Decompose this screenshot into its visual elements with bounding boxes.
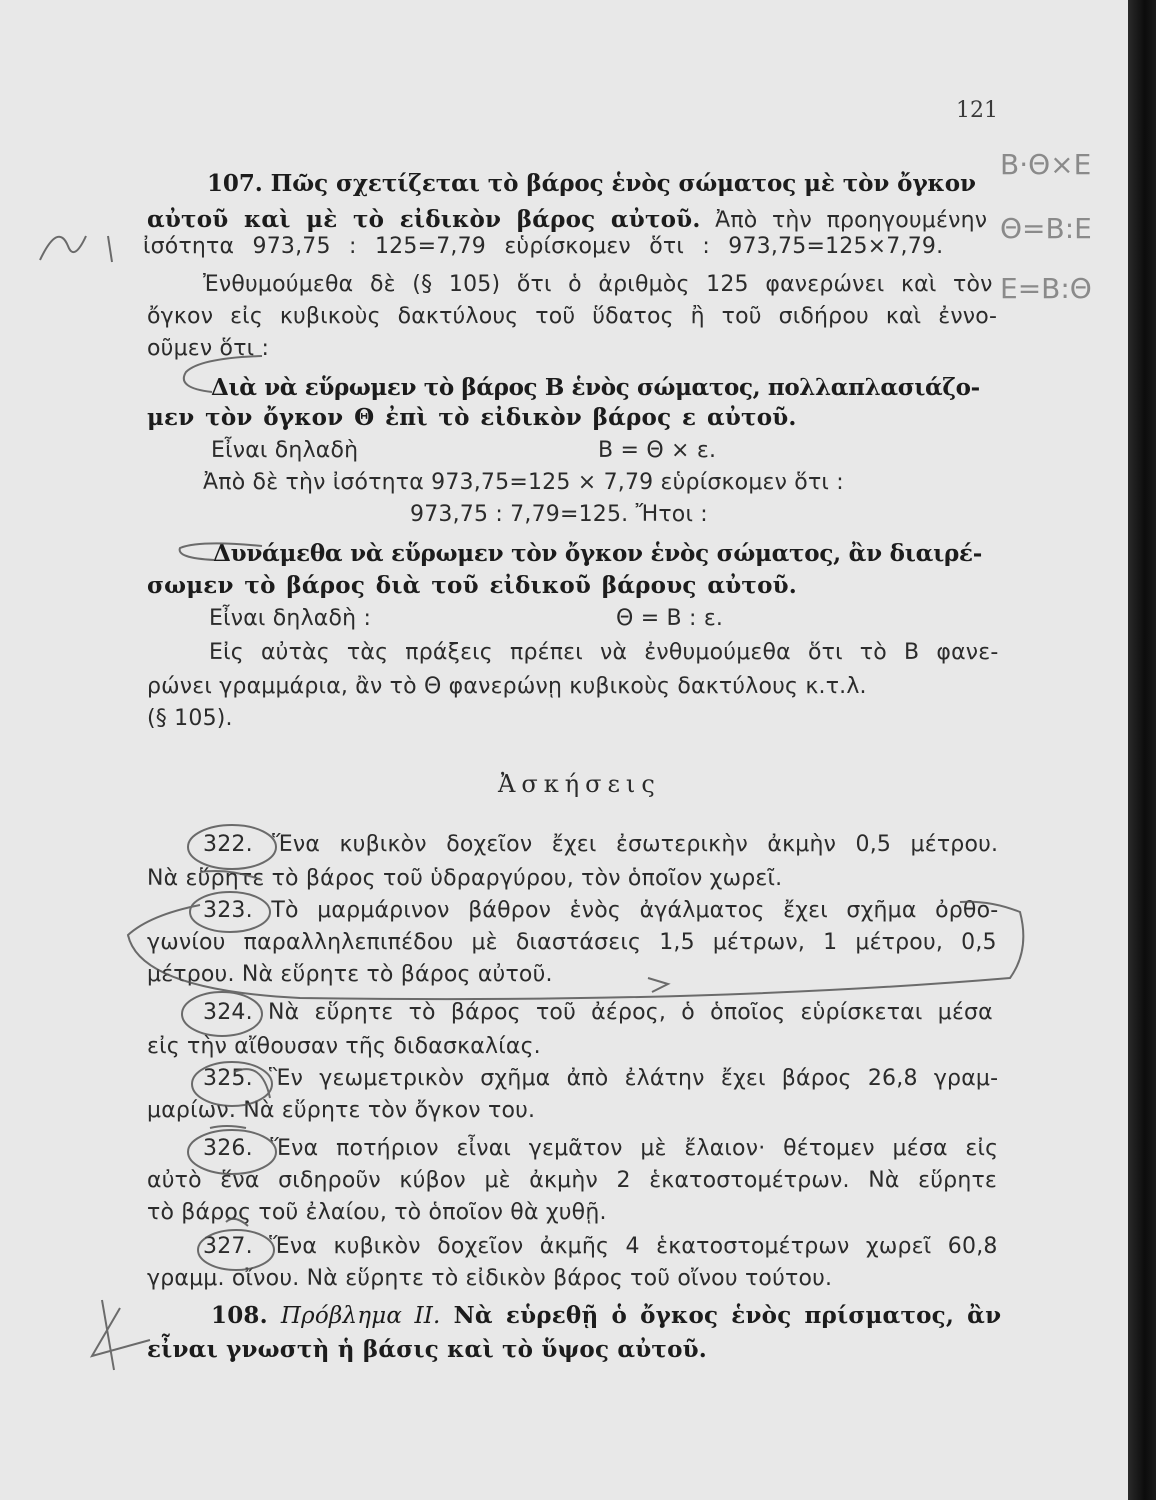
text-line <box>211 438 358 463</box>
text-line <box>616 606 723 631</box>
text-line <box>203 470 844 495</box>
text-line <box>147 1034 541 1059</box>
body-text: μαρίων. Νὰ εὕρητε τὸν ὄγκον του. <box>147 1098 536 1123</box>
text-line <box>147 706 233 731</box>
body-text: 973,75 : 7,79=125. Ἤτοι : <box>410 502 708 527</box>
text-line <box>598 438 716 463</box>
text-line <box>203 272 993 297</box>
bold-text: Νὰ εὑρεθῇ ὁ ὄγκος ἑνὸς πρίσματος, ἂν <box>440 1302 1002 1329</box>
text-line <box>143 234 943 259</box>
bold-text: Δυνάμεθα νὰ εὕρωμεν τὸν ὄγκον ἑνὸς σώματος, ἂν διαιρέ- <box>213 540 983 567</box>
body-text: Εἰς αὐτὰς τὰς πράξεις πρέπει νὰ ἐνθυμούμεθα ὅτι τὸ Β φανε- <box>209 640 999 665</box>
text-line <box>410 502 708 527</box>
text-line <box>211 1302 1001 1329</box>
body-text: ρώνει γραμμάρια, ἂν τὸ Θ φανερώνῃ κυβικοὺς δακτύλους κ.τ.λ. <box>147 674 867 699</box>
text-line <box>209 606 371 631</box>
body-text: τὸ βάρος τοῦ ἐλαίου, τὸ ὁποῖον θὰ χυθῇ. <box>147 1200 607 1225</box>
text-line <box>147 1168 997 1193</box>
body-text: ὄγκον εἰς κυβικοὺς δακτύλους τοῦ ὕδατος ἢ τοῦ σιδήρου καὶ ἐννο- <box>147 304 998 329</box>
body-text: 322. Ἕνα κυβικὸν δοχεῖον ἔχει ἐσωτερικὴν ἀκμὴν 0,5 μέτρου. <box>203 832 999 857</box>
text-line <box>147 572 797 599</box>
text-line <box>147 206 987 233</box>
body-text: 327. Ἕνα κυβικὸν δοχεῖον ἀκμῆς 4 ἑκατοστομέτρων χωρεῖ 60,8 <box>203 1234 998 1259</box>
body-text: γραμμ. οἴνου. Νὰ εὕρητε τὸ εἰδικὸν βάρος τοῦ οἴνου τούτου. <box>147 1266 833 1291</box>
text-line <box>213 540 982 567</box>
text-line <box>203 832 998 857</box>
body-text: μέτρου. Νὰ εὕρητε τὸ βάρος αὐτοῦ. <box>147 962 553 987</box>
body-text: 324. Νὰ εὕρητε τὸ βάρος τοῦ ἀέρος, ὁ ὁποῖος εὑρίσκεται μέσα <box>203 1000 993 1025</box>
body-text: αὐτὸ ἕνα σιδηροῦν κύβον μὲ ἀκμὴν 2 ἑκατοστομέτρων. Νὰ εὕρητε <box>147 1168 998 1193</box>
text-line <box>147 304 997 329</box>
text-line <box>147 1336 707 1363</box>
body-text: Ἀπὸ τὴν προηγουμένην <box>700 208 988 233</box>
bold-text: 108. <box>211 1302 281 1329</box>
text-line <box>147 962 553 987</box>
text-line <box>147 336 269 361</box>
body-text: Ἀπὸ δὲ τὴν ἰσότητα 973,75=125 × 7,79 εὑρίσκομεν ὅτι : <box>203 470 844 495</box>
text-line <box>207 170 976 197</box>
italic-text: Πρόβλημα II. <box>280 1303 441 1329</box>
text-line <box>203 1000 993 1025</box>
bold-text: εἶναι γνωστὴ ἡ βάσις καὶ τὸ ὕψος αὐτοῦ. <box>147 1336 708 1363</box>
handwritten-note-2: Θ=Β:Ε <box>1000 212 1092 245</box>
body-text: Νὰ εὕρητε τὸ βάρος τοῦ ὑδραργύρου, τὸν ὁποῖον χωρεῖ. <box>147 866 783 891</box>
body-text: Εἶναι δηλαδὴ : <box>209 606 372 631</box>
text-line <box>147 930 997 955</box>
text-line <box>209 640 999 665</box>
text-line <box>147 404 797 431</box>
text-line <box>147 1266 832 1291</box>
body-text: Θ = Β : ε. <box>616 606 724 631</box>
body-text: Β = Θ × ε. <box>598 438 717 463</box>
body-text: 323. Τὸ μαρμάρινον βάθρον ἑνὸς ἀγάλματος ἔχει σχῆμα ὀρθο- <box>203 898 999 923</box>
text-line <box>211 374 980 401</box>
text-line <box>203 1234 998 1259</box>
exercises-heading: Ἀσκήσεις <box>498 770 661 798</box>
body-text: (§ 105). <box>147 706 233 731</box>
body-text: εἰς τὴν αἴθουσαν τῆς διδασκαλίας. <box>147 1034 541 1059</box>
body-text: Εἶναι δηλαδὴ <box>211 438 359 463</box>
handwritten-note-1: Β·Θ×Ε <box>1000 148 1092 181</box>
book-spine <box>1128 0 1156 1500</box>
body-text: 326. Ἕνα ποτήριον εἶναι γεμᾶτον μὲ ἔλαιον· θέτομεν μέσα εἰς <box>203 1136 999 1161</box>
page-number: 121 <box>956 98 998 123</box>
body-text: οῦμεν ὅτι : <box>147 336 270 361</box>
text-line <box>147 866 782 891</box>
text-line <box>147 1098 535 1123</box>
bold-text: Διὰ νὰ εὕρωμεν τὸ βάρος Β ἑνὸς σώματος, πολλαπλασιάζο- <box>211 374 980 401</box>
body-text: Ἐνθυμούμεθα δὲ (§ 105) ὅτι ὁ ἀριθμὸς 125 φανερώνει καὶ τὸν <box>203 272 993 297</box>
bold-text: μεν τὸν ὄγκον Θ ἐπὶ τὸ εἰδικὸν βάρος ε αὐτοῦ. <box>147 404 797 431</box>
text-line <box>147 674 867 699</box>
text-line <box>203 1136 998 1161</box>
bold-text: 107. Πῶς σχετίζεται τὸ βάρος ἑνὸς σώματος μὲ τὸν ὄγκον <box>207 170 976 197</box>
text-line <box>203 898 998 923</box>
bold-text: αὐτοῦ καὶ μὲ τὸ εἰδικὸν βάρος αὐτοῦ. <box>147 206 701 233</box>
body-text: ἰσότητα 973,75 : 125=7,79 εὑρίσκομεν ὅτι : 973,75=125×7,79. <box>143 234 944 259</box>
body-text: 325. Ἓν γεωμετρικὸν σχῆμα ἀπὸ ἐλάτην ἔχει βάρος 26,8 γραμ- <box>203 1066 999 1091</box>
text-line <box>147 1200 607 1225</box>
body-text: γωνίου παραλληλεπιπέδου μὲ διαστάσεις 1,5 μέτρων, 1 μέτρου, 0,5 <box>147 930 997 955</box>
bold-text: σωμεν τὸ βάρος διὰ τοῦ εἰδικοῦ βάρους αὐτοῦ. <box>147 572 797 599</box>
text-line <box>203 1066 998 1091</box>
handwritten-note-3: Ε=Β:Θ <box>1000 272 1092 305</box>
